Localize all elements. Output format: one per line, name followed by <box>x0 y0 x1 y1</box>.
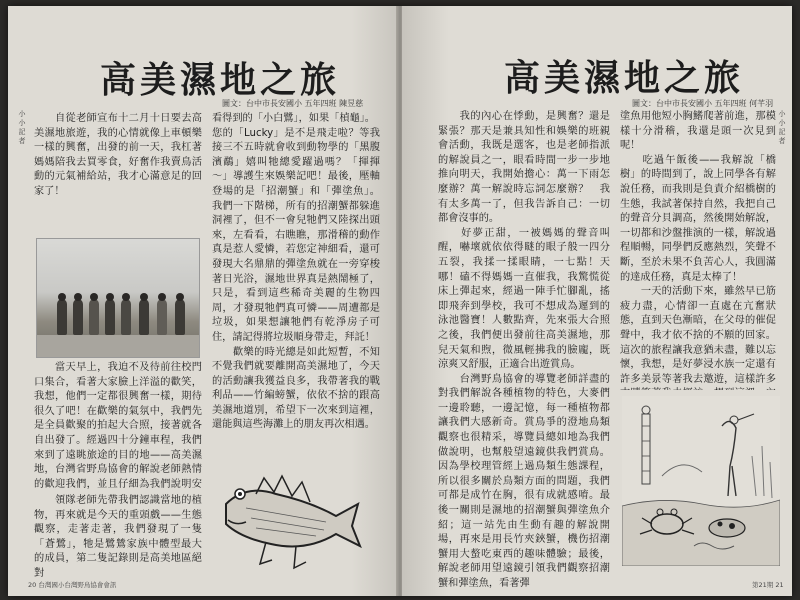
left-column-1-intro: 自從老師宣布十二月十日要去高美濕地旅遊，我的心情就像上車頓樂一樣的興奮，出發的前一天，我杠著媽媽陪我去買零食，好奮作我賣鳥活動的元氣補給站，我才心滿意足的回家了！ <box>34 113 202 197</box>
magazine-spread <box>8 6 792 596</box>
right-page-footer: 第21期 21 <box>752 581 784 589</box>
left-column-1-body: 當天早上，我迫不及待前往校門口集合，看著大家臉上洋溢的歡笑，我想，他們一定都很興奮一樣，期待很久了吧！在歡樂的氣氛中，我們先是全員歡聚的拍起大合照，接著就各自出發了。經過四十分鐘車程，我們來到了遠眺旅途的目的地——高美濕地，台灣省野鳥協會的解說老師熱情的歡迎我們，並且仔細為我們說明安 <box>34 362 202 489</box>
right-page-title: 高美濕地之旅 <box>504 58 745 99</box>
left-side-tab: 小小記者 <box>18 110 26 145</box>
left-page-byline: 圖文：台中市長安國小 五年四班 陳昱慈 <box>222 99 364 108</box>
left-page-footer: 20 台灣國小台灣野鳥協會會訊 <box>28 581 117 589</box>
right-page <box>402 6 792 596</box>
right-column-1: 我的內心在悸動，是興奮？還是緊張？那天是兼具知性和娛樂的班親會活動，我既是選客，也是老師指派的解說員之一，眼看時間一步一步地推向明天，我開始擔心：萬一下雨怎麼辦？萬一解說時忘詞怎麼辦？ 我有太多萬一了，但我告訴自己：一切都會沒事的。 好夢正甜，一被媽媽的聲音叫醒，嚇壞就依依得瞇的眼子般一四分五裂，我揉一揉眼睛，一七點！天哪！磕不得媽媽一直催我，我驚慌從床上彈起來，經過一陣手忙腳亂，搖即飛奔到學校，我可不想成為遲到的泳池醫寶！人數點齊，先來張大合照之後，我們便出發前往高美濕地，那兒天氣和煦，微風輕拂我的臉龐，既涼爽又舒服，正適合出遊賞鳥。 台灣野鳥協會的導覽老師詳盡的對我們解說各種植物的特色，大麥們一邊聆聽，一邊記憶，每一種植物都讓我們大感新奇。賞鳥爭的澄地鳥類觀察也很精采，導覽員總如地為我們做說明，也幫般望遠鏡供我們賞鳥。因為學校理管經上過鳥類生態課程，所以很多關於鳥類方面的問題，我們可都是成竹在胸，很有成就感唷。最後一關則是濕地的招潮蟹與彈塗魚介紹；這一站先由生動有趣的解說開場，再來是用長竹夾鋏蟹，機伤招潮蟹用大螯吃東西的趣味體驗；最後，解說老師用望遠鏡引領我們觀察招潮蟹和彈塗魚，看著彈 <box>438 111 610 589</box>
right-side-tab: 小小記者 <box>778 110 786 145</box>
mudskipper-drawing <box>216 464 366 574</box>
wetland-drawing <box>622 396 780 566</box>
left-column-2: 看得到的「小白鷺」，如果「楨龜」。 您的「Lucky」是不是飛走啦？等我接三不五時就會收到動物學的「黑腹濱鷸」嬉叫牠總愛躍過嗎？「揮揮～」導護生來娛樂記吧！最後，壓軸登場的是「招潮蟹」和「彈塗魚」。我們一下階梯，所有的招潮蟹都躲進洞裡了，但不一會兒牠們又陸探出頭來，左看看，右瞧瞧，那滑稽的動作真是惹人愛憐，若您定神細看，還可發現大名鼎鼎的彈塗魚就在一旁穿梭著日光浴，濕地世界真是熱鬧極了，只是，看到這些稀奇美麗的生物四周，才發現牠們真可憐——周遭都是垃圾，如果想讓牠們有乾淨房子可住，請記得將垃圾順身帶走，拜託！ 歡樂的時光總是如此短暫，不知不覺我們就要離開高美濕地了，今天的活動讓我獲益良多，我帶著我的戰利品——竹編螃蟹，依依不捨的跟高美濕地道別，希望下一次來到這裡，還能與這些海灘上的朋友再次相遇。 <box>212 113 380 431</box>
left-column-1-end: 領隊老師先帶我們認識當地的植物，再來就是今天的重頭戲——生態觀察，走著走著，我們發現了一隻「蒼鷺」，牠是鷺鷥家族中體型最大的成員，第二隻記錄則是高美地區絕對 <box>34 495 202 579</box>
left-page-title: 高美濕地之旅 <box>100 60 341 101</box>
left-page <box>8 6 398 596</box>
right-column-2: 塗魚用他短小胸鰭爬著前進，那模樣十分滑稽，我還是頭一次見到呢！ 吃過午飯後——我解說「橋樹」的時間到了，說上同學各有解說任務，而我則是負責介紹橋樹的生態，我試著保持自然，我把自己的聲音分貝調高，然後開始解說，一切都和沙盤推演的一樣，解說過程順暢，同學們反應熱烈，笑聲不斷，至於未果不負苦心人，我圓滿的達成任務，真是太棒了！ 一天的活動下來，雖然早已筋疲力盡，心情卻一直處在亢奮狀態，直到天色漸暗，在父母的催促聲中，我才依不捨的不願的回家。這次的旅程讓我意猶未盡，難以忘懷，我想，是好夢浸水族一定還有許多美景等著我去邀遊，這樣許多 <box>620 111 776 385</box>
class-photo <box>36 238 200 358</box>
right-page-byline: 圖文：台中市長安國小 五年四班 何芊羽 <box>632 99 774 108</box>
